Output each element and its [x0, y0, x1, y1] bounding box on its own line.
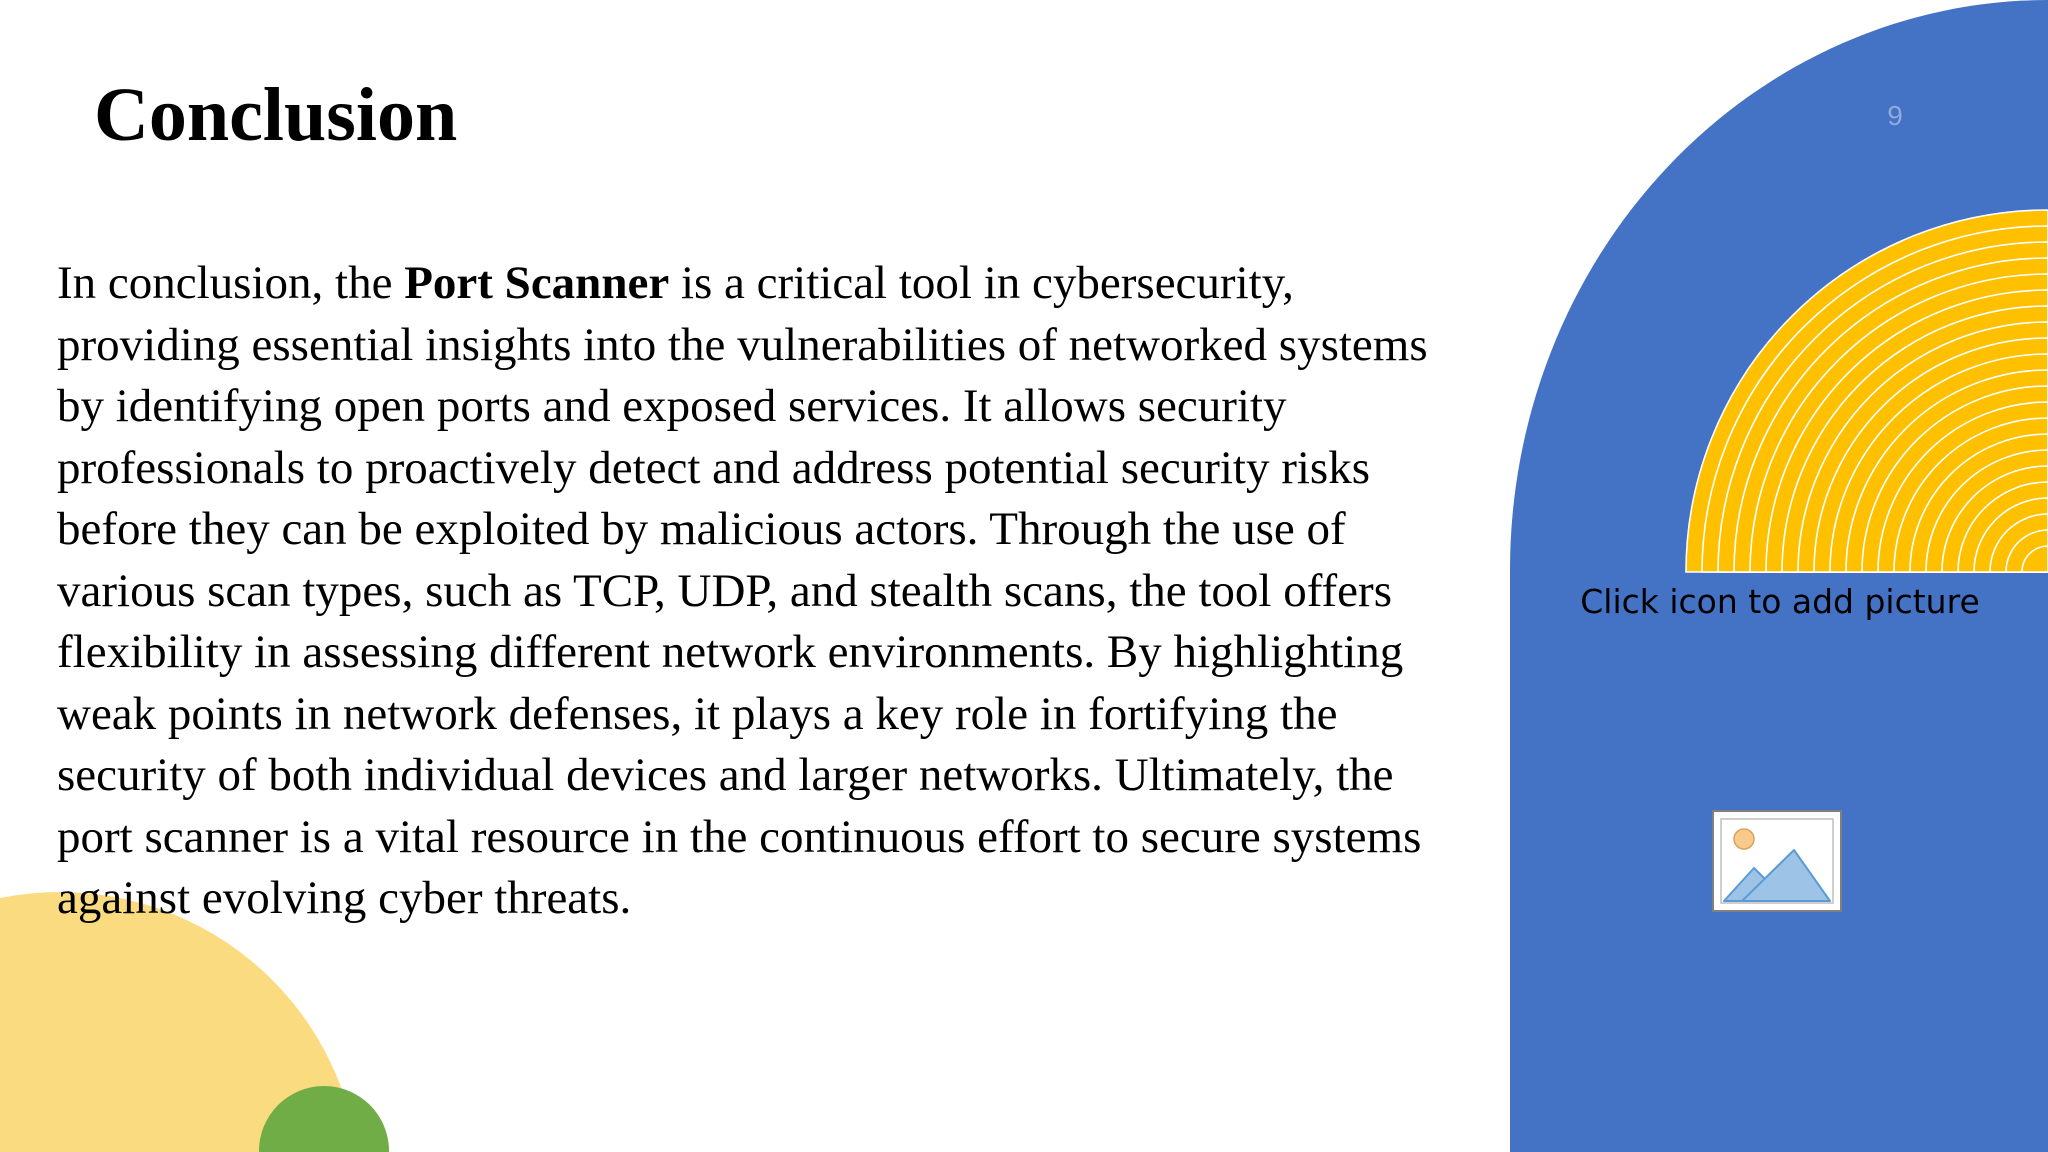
body-emphasis: Port Scanner — [404, 257, 670, 309]
decorative-blue-arch — [1510, 0, 2048, 1152]
body-text — [57, 253, 1452, 930]
picture-icon[interactable] — [1712, 810, 1842, 912]
slide-title: Conclusion — [94, 73, 458, 157]
body-intro: In conclusion, the — [57, 257, 405, 309]
blue-arch-shape — [1510, 0, 2048, 1152]
body-rest: is a critical tool in cybersecurity, providing essential insights into the vulnerabilities of networked systems by identifying open ports and exposed services. It allows security professionals to proactively detect and address potential security risks before they can be exploited by malicious actors. Through the use of various scan types, such as TCP, UDP, and stealth scans, the tool offers flexibility in assessing different network environments. By highlighting weak points in network defenses, it plays a key role in fortifying the security of both individual devices and larger networks. Ultimately, the port scanner is a vital resource in the continuous effort to secure systems against evolving cyber threats. — [57, 257, 1428, 924]
slide-number: 9 — [1887, 100, 1903, 131]
picture-placeholder-label: Click icon to add picture — [1580, 582, 1980, 621]
